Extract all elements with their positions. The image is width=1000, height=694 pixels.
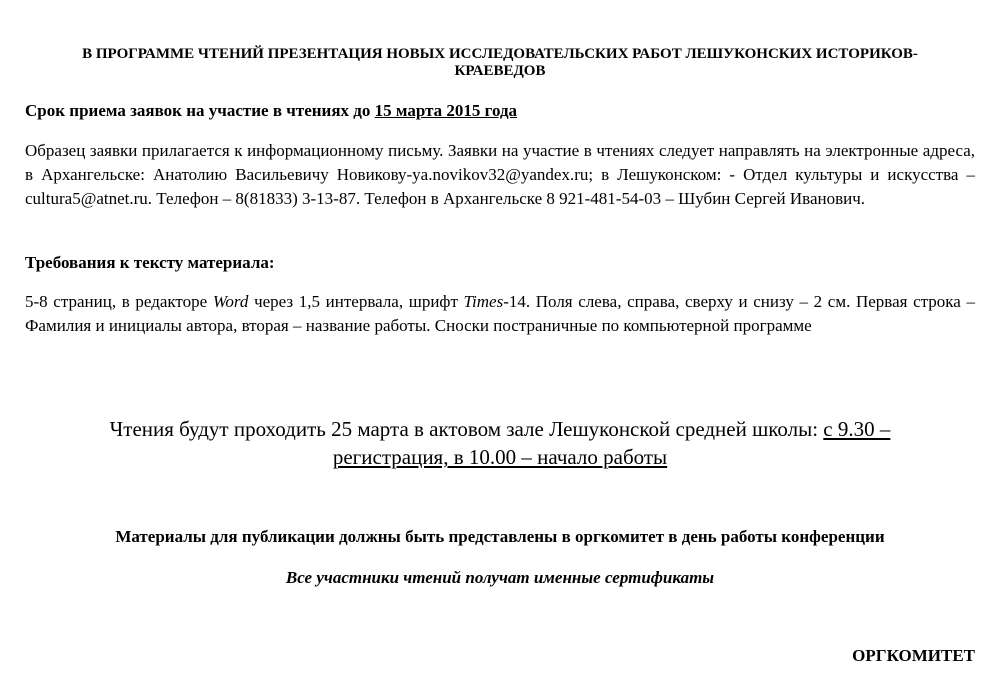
- event-announcement: [25, 415, 975, 471]
- materials-notice: Материалы для публикации должны быть представлены в оргкомитет в день работы конференции: [115, 527, 885, 546]
- event-schedule-1: с 9.30 –: [823, 417, 891, 441]
- deadline-date: 15 марта 2015 года: [374, 101, 518, 120]
- event-schedule-2: регистрация, в 10.00 – начало работы: [332, 445, 668, 469]
- heading-line-1: В ПРОГРАММЕ ЧТЕНИЙ ПРЕЗЕНТАЦИЯ НОВЫХ ИССЛЕДОВАТЕЛЬСКИХ РАБОТ ЛЕШУКОНСКИХ ИСТОРИКОВ-: [82, 46, 918, 62]
- document-heading: [25, 46, 975, 80]
- certificates-notice: Все участники чтений получат именные сертификаты: [285, 568, 715, 587]
- requirements-paragraph: [25, 290, 975, 338]
- deadline-notice: [25, 100, 517, 122]
- requirements-text-1: 5-8 страниц, в редакторе: [25, 292, 213, 311]
- editor-name: Word: [212, 292, 249, 311]
- requirements-heading: Требования к тексту материала:: [25, 253, 275, 272]
- event-prefix: Чтения будут проходить 25 марта в актовом зале Лешуконской средней школы:: [109, 417, 824, 441]
- signature: ОРГКОМИТЕТ: [852, 646, 975, 665]
- heading-line-2: КРАЕВЕДОВ: [454, 63, 546, 79]
- requirements-text-3: -14. Поля слева, справа, сверху и снизу – 2 см. Первая строка – Фамилия и инициалы автора, вторая – название работы. Сноски постраничные по компьютерной программе: [25, 292, 975, 335]
- deadline-prefix: Срок приема заявок на участие в чтениях до: [25, 101, 375, 120]
- font-name: Times: [463, 292, 504, 311]
- applications-paragraph: Образец заявки прилагается к информационному письму. Заявки на участие в чтениях следует направлять на электронные адреса, в Архангельске: Анатолию Васильевичу Новикову-ya.novikov32@yandex.ru; в Лешуконском: - Отдел культуры и искусства – cultura5@atnet.ru. Телефон – 8(81833) 3-13-87. Телефон в Архангельске 8 921-481-54-03 – Шубин Сергей Иванович.: [25, 141, 975, 208]
- requirements-text-2: через 1,5 интервала, шрифт: [248, 292, 464, 311]
